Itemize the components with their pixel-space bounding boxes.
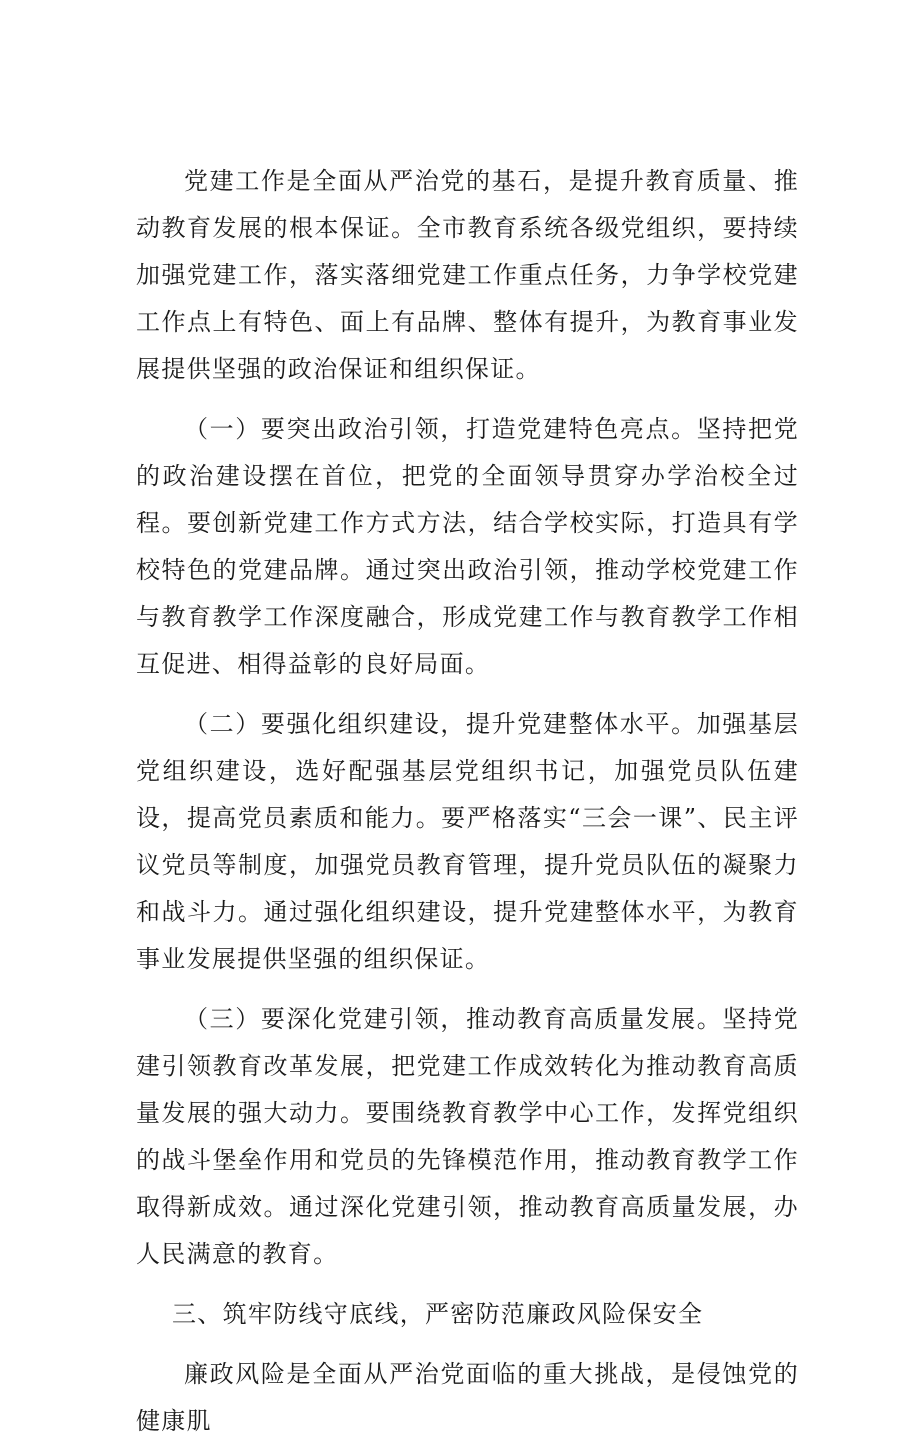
paragraph-high-quality-development: （三）要深化党建引领，推动教育高质量发展。坚持党建引领教育改革发展，把党建工作成效转化为推动教育高质量发展的强大动力。要围绕教育教学中心工作，发挥党组织的战斗堡垒作用和党员的先锋模范作用，推动教育教学工作取得新成效。通过深化党建引领，推动教育高质量发展，办人民满意的教育。 (136, 1005, 799, 1268)
paragraph-political-leadership: （一）要突出政治引领，打造党建特色亮点。坚持把党的政治建设摆在首位，把党的全面领导贯穿办学治校全过程。要创新党建工作方式方法，结合学校实际，打造具有学校特色的党建品牌。通过突出政治引领，推动学校党建工作与教育教学工作深度融合，形成党建工作与教育教学工作相互促进、相得益彰的良好局面。 (136, 415, 799, 678)
paragraph-party-building-foundation: 党建工作是全面从严治党的基石，是提升教育质量、推动教育发展的根本保证。全市教育系统各级党组织，要持续加强党建工作，落实落细党建工作重点任务，力争学校党建工作点上有特色、面上有品牌、整体有提升，为教育事业发展提供坚强的政治保证和组织保证。 (136, 167, 799, 383)
document-body (136, 158, 799, 1445)
paragraph-organization-building: （二）要强化组织建设，提升党建整体水平。加强基层党组织建设，选好配强基层党组织书记，加强党员队伍建设，提高党员素质和能力。要严格落实“三会一课”、民主评议党员等制度，加强党员教育管理，提升党员队伍的凝聚力和战斗力。通过强化组织建设，提升党建整体水平，为教育事业发展提供坚强的组织保证。 (136, 710, 799, 973)
section-heading-three: 三、筑牢防线守底线，严密防范廉政风险保安全 (172, 1300, 704, 1328)
paragraph-integrity-risk: 廉政风险是全面从严治党面临的重大挑战，是侵蚀党的健康肌 (136, 1360, 799, 1435)
